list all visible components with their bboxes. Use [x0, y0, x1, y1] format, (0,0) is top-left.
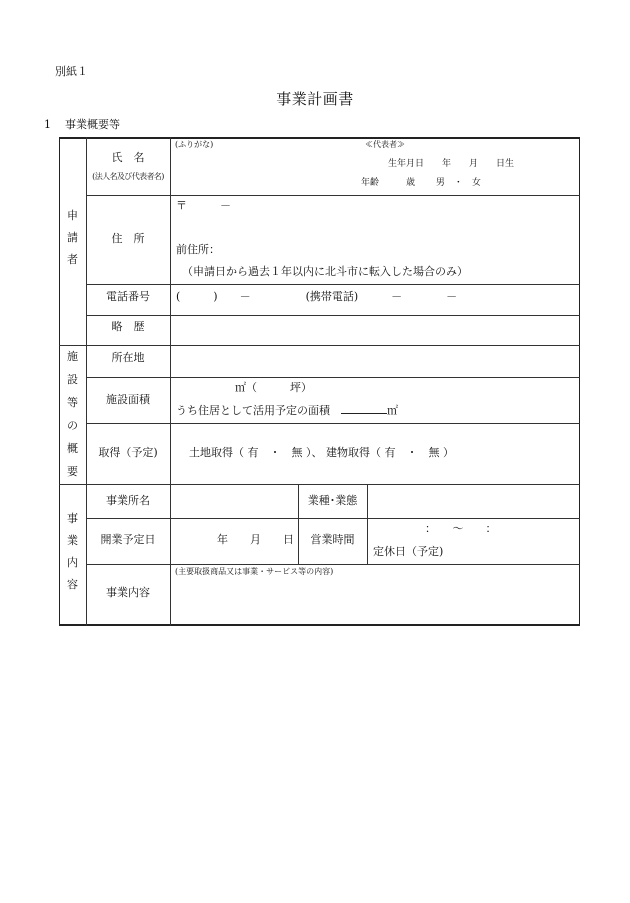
- acquisition-field[interactable]: 土地取得（ 有 ・ 無 ）、 建物取得（ 有 ・ 無 ）: [189, 446, 454, 459]
- section-heading: [44, 116, 134, 132]
- residential-area-field[interactable]: うち住居として活用予定の面積 ㎡: [176, 404, 398, 417]
- history-label: 略 歴: [111, 320, 145, 333]
- divider-opening-content: [86, 564, 580, 565]
- history-field[interactable]: [172, 317, 578, 344]
- divider-location-area: [86, 377, 580, 378]
- office-name-label: 事業所名: [106, 494, 150, 507]
- postal-code-field[interactable]: 〒 －: [176, 199, 231, 212]
- holiday-label[interactable]: 定休日（予定): [373, 545, 444, 558]
- divider-applicant-facility: [59, 345, 580, 346]
- section-number: 1: [44, 118, 51, 131]
- divider-facility-business: [59, 484, 580, 485]
- opening-date-label: 開業予定日: [100, 533, 156, 546]
- name-input-area[interactable]: [175, 147, 575, 193]
- divider-label-column: [170, 137, 171, 626]
- document-title: 事業計画書: [276, 90, 354, 108]
- previous-address-field[interactable]: 前住所：: [176, 243, 220, 256]
- residential-area-blank[interactable]: [341, 404, 387, 414]
- content-note: (主要取扱商品又は事業・サービス等の内容): [175, 567, 334, 576]
- divider-address-phone: [86, 284, 580, 285]
- content-label: 事業内容: [106, 586, 150, 599]
- applicant-group-label: 申 請 者: [67, 209, 78, 266]
- divider-phone-history: [86, 315, 580, 316]
- business-plan-form: [59, 137, 580, 626]
- area-label: 施設面積: [106, 393, 150, 406]
- section-title: 事業概要等: [65, 118, 120, 131]
- area-field[interactable]: ㎡（ 坪）: [235, 381, 312, 394]
- divider-office-opening: [86, 518, 580, 519]
- representative-label: ≪代表者≫: [365, 140, 405, 149]
- business-hours-field[interactable]: ： 〜 ：: [425, 522, 497, 535]
- content-field[interactable]: [172, 578, 578, 623]
- industry-label: 業種･業態: [307, 494, 358, 507]
- phone-label: 電話番号: [106, 290, 150, 303]
- location-field[interactable]: [172, 347, 578, 376]
- address-label: 住 所: [111, 232, 145, 245]
- birthdate-field[interactable]: 生年月日 年 月 日生: [388, 159, 515, 169]
- phone-field[interactable]: ( ) － (携帯電話) － －: [176, 290, 458, 303]
- divider-business-right: [367, 484, 368, 564]
- industry-field[interactable]: [369, 486, 578, 516]
- facility-group-label: 施 設 等 の 概 要: [67, 350, 78, 478]
- business-group-label: 事 業 内 容: [67, 512, 78, 591]
- acquisition-label: 取得（予定): [98, 446, 158, 459]
- business-hours-label: 営業時間: [310, 533, 355, 546]
- attachment-label: 別紙１: [55, 65, 88, 78]
- opening-date-field[interactable]: 年 月 日: [217, 533, 294, 546]
- divider-area-acquisition: [86, 423, 580, 424]
- divider-group-column: [86, 137, 87, 626]
- office-name-field[interactable]: [172, 486, 296, 516]
- location-label: 所在地: [111, 351, 145, 364]
- furigana-label: (ふりがな): [175, 140, 214, 149]
- name-sublabel: (法人名及び代表者名): [92, 172, 164, 181]
- divider-name-address: [86, 195, 580, 196]
- age-gender-field[interactable]: 年齢 歳 男 ・ 女: [361, 178, 481, 188]
- name-label: 氏 名: [111, 151, 145, 164]
- previous-address-note: （申請日から過去１年以内に北斗市に転入した場合のみ）: [182, 265, 468, 278]
